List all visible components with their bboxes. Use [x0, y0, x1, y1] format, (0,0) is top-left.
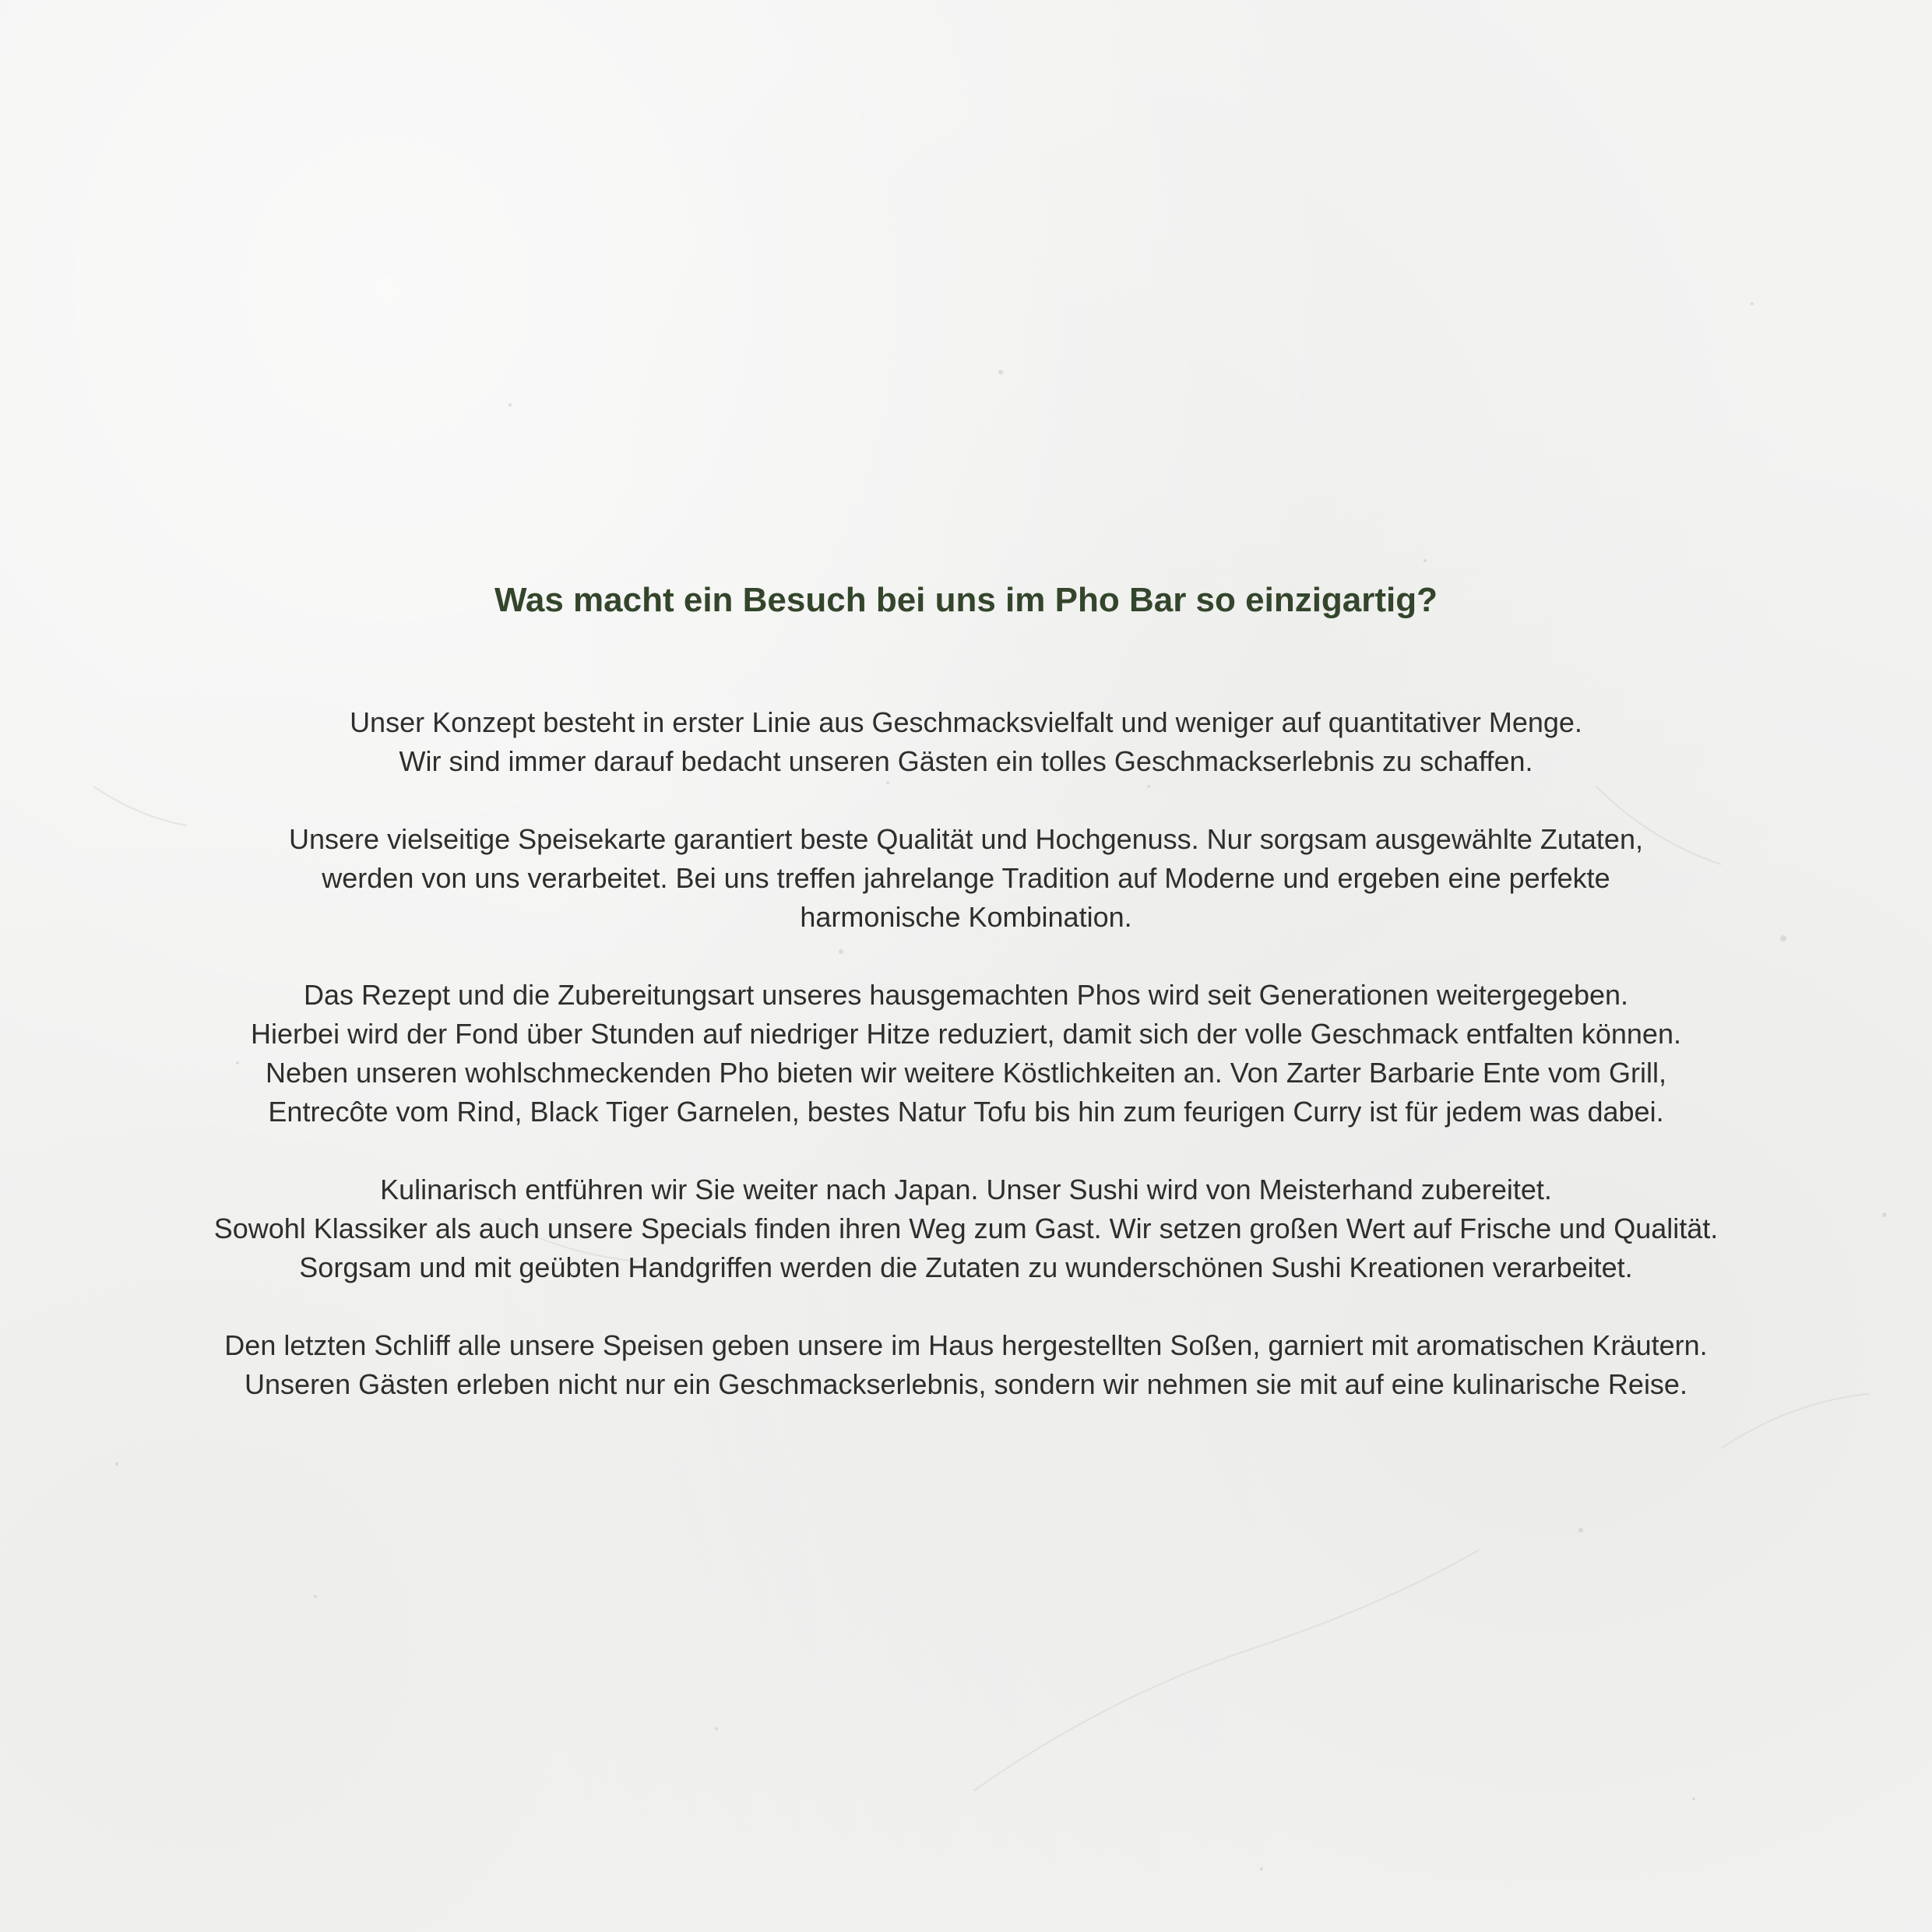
- about-section: [0, 572, 1932, 1443]
- text-line: Kulinarisch entführen wir Sie weiter nach Japan. Unser Sushi wird von Meisterhand zubereitet.: [380, 1174, 1552, 1205]
- page-title: Was macht ein Besuch bei uns im Pho Bar so einzigartig?: [494, 581, 1438, 619]
- text-line: Den letzten Schliff alle unsere Speisen geben unsere im Haus hergestellten Soßen, garniert mit aromatischen Kräutern.: [224, 1329, 1708, 1361]
- text-line: Sorgsam und mit geübten Handgriffen werden die Zutaten zu wunderschönen Sushi Kreationen verarbeitet.: [299, 1251, 1633, 1283]
- text-line: werden von uns verarbeitet. Bei uns treffen jahrelange Tradition auf Moderne und ergeben eine perfekte: [322, 862, 1610, 894]
- paragraph-sushi: [0, 1170, 1932, 1287]
- text-line: Hierbei wird der Fond über Stunden auf niedriger Hitze reduziert, damit sich der volle Geschmack entfalten können.: [251, 1018, 1681, 1050]
- text-line: Unseren Gästen erleben nicht nur ein Geschmackserlebnis, sondern wir nehmen sie mit auf eine kulinarische Reise.: [245, 1368, 1687, 1400]
- paragraph-concept: [0, 703, 1932, 781]
- text-line: Unsere vielseitige Speisekarte garantiert beste Qualität und Hochgenuss. Nur sorgsam ausgewählte Zutaten,: [289, 823, 1643, 855]
- text-line: Neben unseren wohlschmeckenden Pho bieten wir weitere Köstlichkeiten an. Von Zarter Barbarie Ente vom Grill,: [266, 1057, 1666, 1089]
- paragraph-sauces: [0, 1326, 1932, 1404]
- text-line: harmonische Kombination.: [800, 901, 1132, 933]
- text-line: Wir sind immer darauf bedacht unseren Gästen ein tolles Geschmackserlebnis zu schaffen.: [399, 745, 1533, 777]
- text-line: Unser Konzept besteht in erster Linie aus Geschmacksvielfalt und weniger auf quantitativer Menge.: [350, 706, 1582, 738]
- text-line: Sowohl Klassiker als auch unsere Specials finden ihren Weg zum Gast. Wir setzen großen Wert auf Frische und Qualität.: [213, 1212, 1719, 1244]
- text-line: Entrecôte vom Rind, Black Tiger Garnelen, bestes Natur Tofu bis hin zum feurigen Curry ist für jedem was dabei.: [268, 1096, 1664, 1128]
- paragraph-recipe: [0, 976, 1932, 1131]
- paragraph-menu: [0, 820, 1932, 937]
- text-line: Das Rezept und die Zubereitungsart unseres hausgemachten Phos wird seit Generationen weitergegeben.: [303, 979, 1629, 1011]
- body-text: [0, 703, 1932, 1404]
